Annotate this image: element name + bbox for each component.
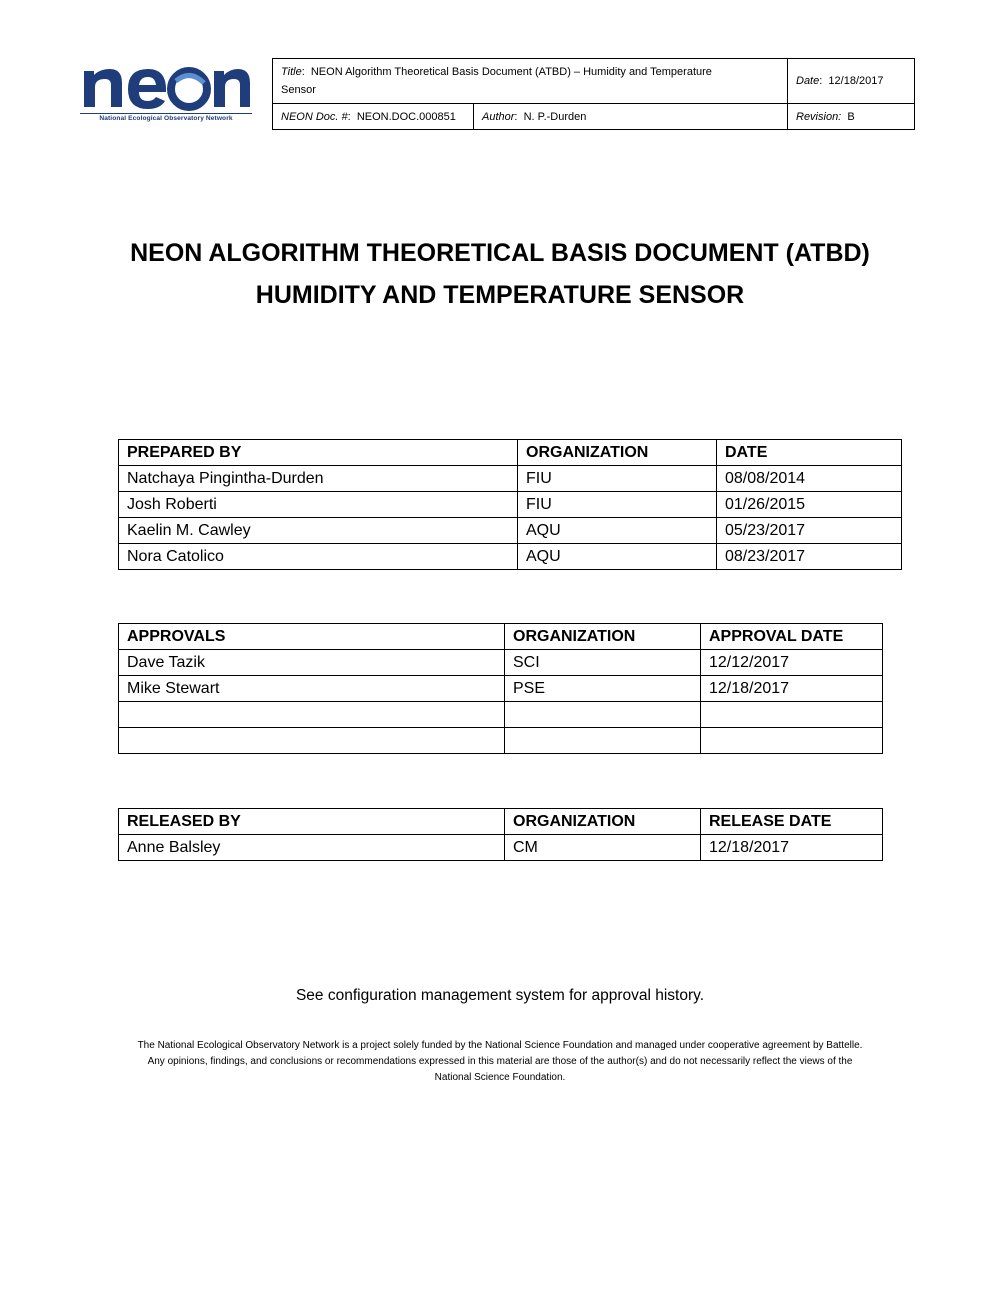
table-cell: AQU [518, 544, 717, 570]
table-header-cell: ORGANIZATION [518, 440, 717, 466]
table-header-cell: ORGANIZATION [505, 624, 701, 650]
table-cell: 08/23/2017 [717, 544, 902, 570]
table-cell: 05/23/2017 [717, 518, 902, 544]
table-cell [505, 702, 701, 728]
neon-logo-mark [80, 57, 252, 111]
header-author-value: N. P.-Durden [523, 110, 587, 123]
table-cell: Anne Balsley [119, 835, 505, 861]
logo-tagline: National Ecological Observatory Network [80, 113, 252, 122]
table-cell: CM [505, 835, 701, 861]
header-docnum-label: NEON Doc. # [281, 110, 348, 123]
table-header-cell: RELEASED BY [119, 809, 505, 835]
table-header-cell: PREPARED BY [119, 440, 518, 466]
funding-disclaimer [110, 1038, 890, 1086]
header-date-label: Date [796, 75, 820, 88]
header-title-value: NEON Algorithm Theoretical Basis Document (ATBD) – Humidity and Temperature [310, 66, 712, 79]
table-row [119, 650, 883, 676]
table-cell: 12/18/2017 [701, 835, 883, 861]
table-cell: Natchaya Pingintha-Durden [119, 466, 518, 492]
table-header-row [119, 440, 902, 466]
table-cell [119, 728, 505, 754]
header-docnum-value: NEON.DOC.000851 [356, 110, 456, 123]
table-header-row [119, 624, 883, 650]
released-by-table [118, 808, 883, 861]
table-cell: 08/08/2014 [717, 466, 902, 492]
table-header-cell: RELEASE DATE [701, 809, 883, 835]
table-row [119, 492, 902, 518]
header-title-value-cont: Sensor [281, 84, 316, 97]
table-cell: 12/12/2017 [701, 650, 883, 676]
table-cell: Mike Stewart [119, 676, 505, 702]
approval-history-note: See configuration management system for approval history. [295, 987, 705, 1004]
table-row [119, 466, 902, 492]
document-title-line-2: HUMIDITY AND TEMPERATURE SENSOR [255, 281, 745, 309]
table-header-cell: APPROVAL DATE [701, 624, 883, 650]
header-title-label: Title [281, 66, 302, 79]
disclaimer-line: National Science Foundation. [434, 1072, 566, 1083]
header-date-value: 12/18/2017 [828, 75, 884, 88]
table-cell: Dave Tazik [119, 650, 505, 676]
table-cell: PSE [505, 676, 701, 702]
table-row [119, 728, 883, 754]
table-cell: Josh Roberti [119, 492, 518, 518]
table-cell: SCI [505, 650, 701, 676]
table-header-cell: DATE [717, 440, 902, 466]
table-cell: Kaelin M. Cawley [119, 518, 518, 544]
prepared-by-table [118, 439, 902, 570]
document-title [0, 232, 1000, 316]
table-cell [505, 728, 701, 754]
table-cell: FIU [518, 492, 717, 518]
table-row [119, 702, 883, 728]
table-row [119, 518, 902, 544]
approvals-table [118, 623, 883, 754]
header-docnum-cell: NEON Doc. #: NEON.DOC.000851 [273, 104, 474, 130]
table-cell [701, 728, 883, 754]
header-revision-value: B [847, 110, 855, 123]
table-cell [119, 702, 505, 728]
table-cell: 01/26/2015 [717, 492, 902, 518]
neon-logo [80, 57, 252, 129]
header-revision-label: Revision: [796, 110, 842, 123]
header-title-cell: Title: NEON Algorithm Theoretical Basis Document (ATBD) – Humidity and Temperature Sensor [273, 59, 788, 104]
document-title-line-1: NEON ALGORITHM THEORETICAL BASIS DOCUMENT (ATBD) [130, 239, 870, 267]
header-date-cell: Date: 12/18/2017 [788, 59, 915, 104]
table-cell [701, 702, 883, 728]
table-row [119, 835, 883, 861]
table-cell: AQU [518, 518, 717, 544]
header-revision-cell [788, 104, 915, 130]
table-row [119, 544, 902, 570]
table-row [119, 676, 883, 702]
header-author-cell: Author: N. P.-Durden [474, 104, 788, 130]
table-header-cell: ORGANIZATION [505, 809, 701, 835]
header-author-label: Author [482, 110, 515, 123]
disclaimer-line: Any opinions, findings, and conclusions or recommendations expressed in this material are those of the author(s) and do not necessarily reflect the views of the [147, 1056, 853, 1067]
document-header-table [272, 58, 915, 130]
table-cell: FIU [518, 466, 717, 492]
disclaimer-line: The National Ecological Observatory Network is a project solely funded by the National Science Foundation and managed under cooperative agreement by Battelle. [137, 1040, 863, 1051]
table-header-cell: APPROVALS [119, 624, 505, 650]
table-cell: 12/18/2017 [701, 676, 883, 702]
table-cell: Nora Catolico [119, 544, 518, 570]
table-header-row [119, 809, 883, 835]
